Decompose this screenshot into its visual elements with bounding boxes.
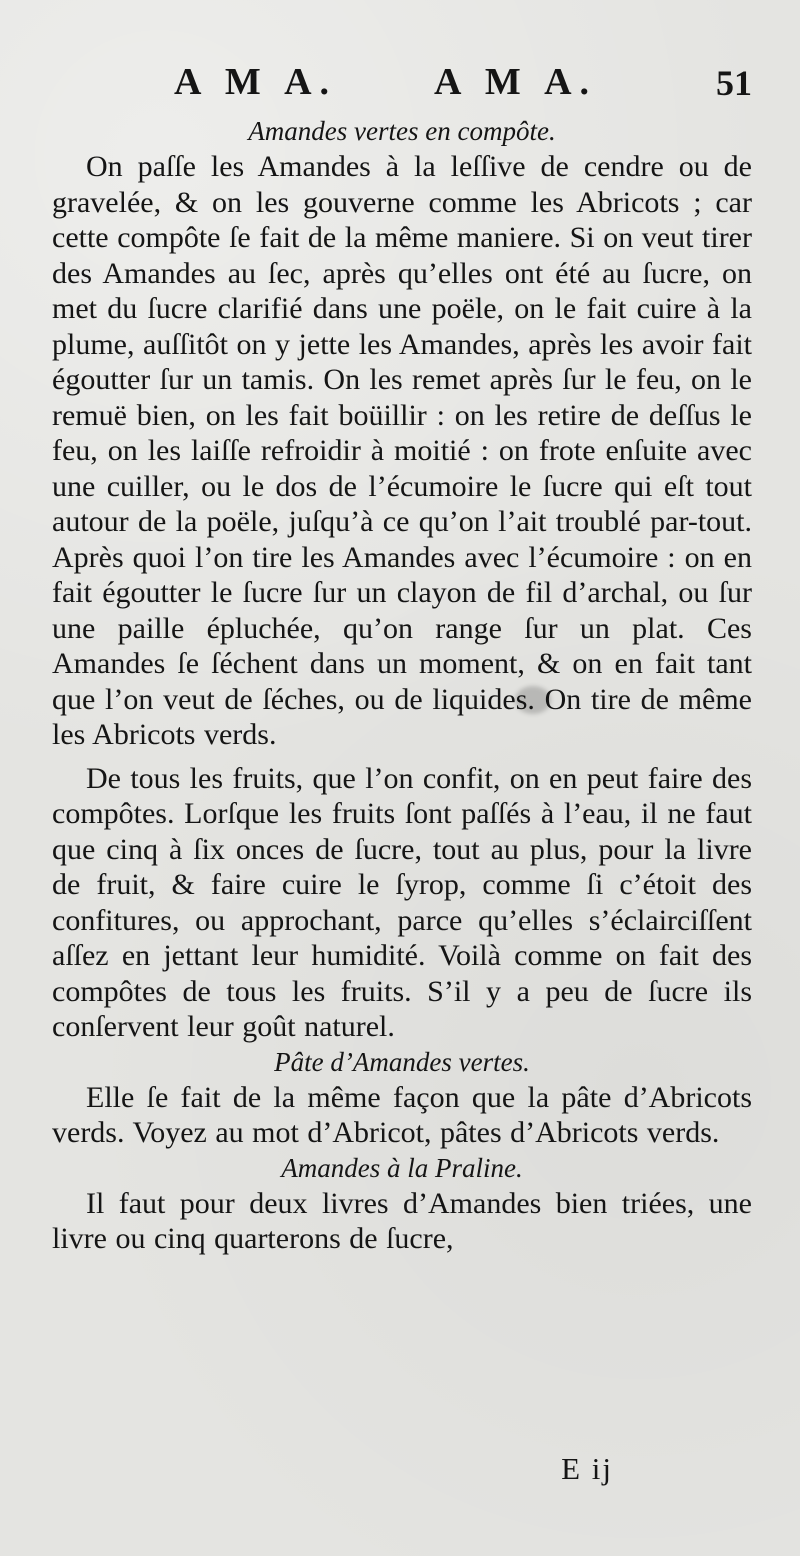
paragraph: On paſſe les Amandes à la leſſive de cendre ou de gravelée, & on les gouverne comme les Abricots ; car cette compôte ſe fait de la même maniere. Si on veut tirer des Amandes au ſec, après qu’elles ont été au ſucre, on met du ſucre clarifié dans une poële, on le fait cuire à la plume, auſſitôt on y jette les Amandes, après les avoir fait égoutter ſur un tamis. On les remet après ſur le feu, on le remuë bien, on les fait boüillir : on les retire de deſſus le feu, on les laiſſe refroidir à moitié : on frote enſuite avec une cuiller, ou le dos de l’écumoire le ſucre qui eſt tout autour de la poële, juſqu’à ce qu’on l’ait troublé par-tout. Après quoi l’on tire les Amandes avec l’écumoire : on en fait égoutter le ſucre ſur un clayon de fil d’archal, ou ſur une paille épluchée, qu’on range ſur un plat. Ces Amandes ſe ſéchent dans un moment, & on en fait tant que l’on veut de ſéches, ou de liquides. On tire de même les Abricots verds. xyxy=(52,150,752,751)
page-number: 51 xyxy=(716,63,752,103)
running-head-left: A M A. xyxy=(174,61,338,103)
paragraph: De tous les fruits, que l’on confit, on en peut faire des compôtes. Lorſque les fruits ſont paſſés à l’eau, il ne faut que cinq à ſix onces de ſucre, tout au plus, pour la livre de fruit, & faire cuire le ſyrop, comme ſi c’étoit des confitures, ou approchant, parce qu’elles s’éclairciſſent aſſez en jettant leur humidité. Voilà comme on fait des compôtes de tous les fruits. S’il y a peu de ſucre ils conſervent leur goût naturel. xyxy=(52,761,752,1043)
ink-smudge xyxy=(515,686,551,714)
page-header xyxy=(52,60,752,112)
section-amandes-vertes-compote xyxy=(52,114,752,1045)
section-title: Amandes à la Praline. xyxy=(281,1152,523,1183)
signature-mark: E ij xyxy=(561,1451,613,1486)
section-pate-amandes-vertes xyxy=(52,1045,752,1151)
paragraph: Il faut pour deux livres d’Amandes bien triées, une livre ou cinq quarterons de ſucre, xyxy=(52,1186,752,1255)
section-title: Amandes vertes en compôte. xyxy=(248,116,556,146)
running-head-right: A M A. xyxy=(434,61,598,103)
section-title: Pâte d’Amandes vertes. xyxy=(274,1046,530,1077)
section-amandes-praline xyxy=(52,1151,752,1257)
paragraph: Elle ſe fait de la même façon que la pâte d’Abricots verds. Voyez au mot d’Abricot, pâtes d’Abricots verds. xyxy=(52,1080,752,1149)
